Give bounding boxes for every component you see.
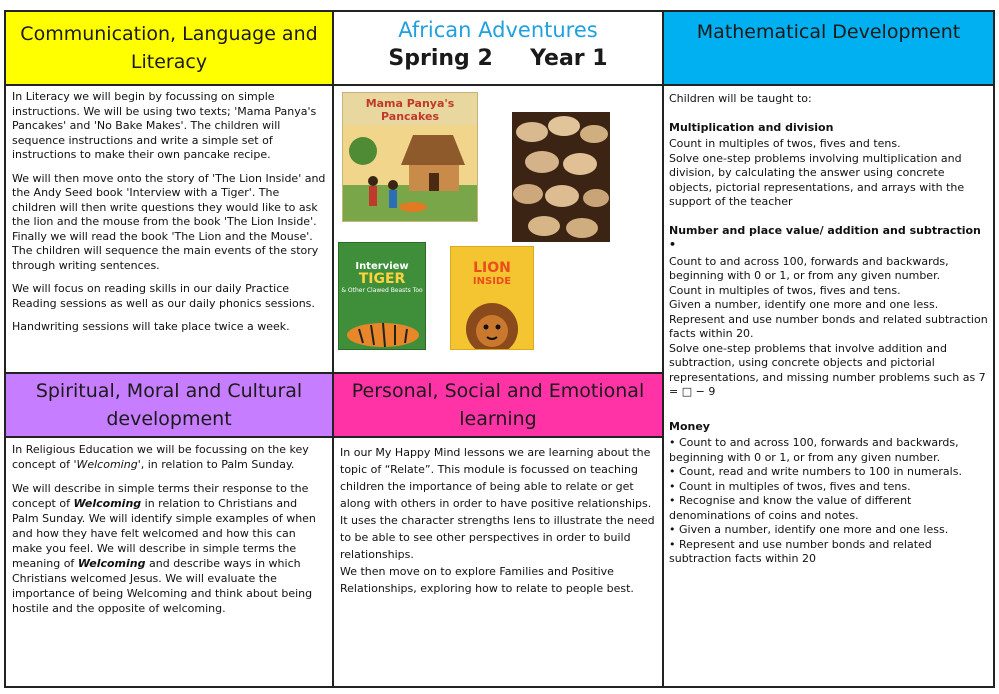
tiger-illustration — [339, 309, 425, 349]
maths-line: Count in multiples of twos, fives and tens. — [669, 137, 901, 150]
cll-paragraph: We will then move onto the story of 'The Lion Inside' and the Andy Seed book 'Interview with a Tiger'. The children will then write questions they would like to ask the lion and the mouse from the book 'The Lion Inside'. Finally we will read the book 'The Lion and the Mouse'. The children will sequence the main events of the story through writing sentences. — [12, 171, 326, 272]
maths-line: Count in multiples of twos, fives and tens. — [669, 283, 901, 297]
cll-title: Communication, Language and Literacy — [20, 23, 318, 73]
lion-inside-book-cover — [450, 246, 534, 350]
cll-body — [4, 84, 334, 374]
cll-paragraph: In Literacy we will begin by focussing on simple instructions. We will be using two texts; 'Mama Panya's Pancakes' and 'No Bake Makes'. The children will sequence instructions and write a simple set of instructions to make their own pancake recipe. — [12, 90, 317, 161]
african-drums-photo — [512, 112, 610, 242]
maths-section-heading: Multiplication and division — [669, 120, 834, 134]
smc-emphasis: Welcoming — [77, 557, 146, 570]
lion-book-title-line2: INSIDE — [472, 276, 512, 287]
term-label: Spring 2 — [388, 46, 493, 71]
maths-line: • Count in multiples of twos, fives and tens. — [669, 479, 911, 493]
topic-term — [334, 46, 662, 71]
maths-section-heading: Number and place value/ addition and subtraction • — [669, 223, 981, 251]
smc-text: ', in relation to Palm Sunday. — [137, 458, 295, 471]
smc-text: In Religious Education we will be focussing on the key concept of ' — [12, 443, 309, 471]
maths-line: Represent and use number bonds and related subtraction facts within 20. — [669, 312, 988, 340]
maths-line: • Represent and use number bonds and related subtraction facts within 20 — [669, 537, 932, 565]
pse-paragraph-2: We then move on to explore Families and Positive Relationships, exploring how to relate to people best. — [340, 565, 634, 595]
smc-emphasis: Welcoming — [76, 458, 138, 471]
smc-paragraph-1 — [12, 442, 326, 472]
maths-title: Mathematical Development — [696, 21, 961, 43]
village-scene-illustration — [343, 125, 477, 221]
tiger-book-title-line1: Interview — [355, 261, 409, 272]
drums-illustration — [512, 112, 610, 242]
topic-header — [332, 10, 664, 86]
interview-tiger-book-cover — [338, 242, 426, 350]
cll-paragraph: Handwriting sessions will take place twice a week. — [12, 320, 290, 333]
smc-emphasis: Welcoming — [73, 497, 142, 510]
smc-text: We will describe in simple terms their response to the concept of — [12, 482, 309, 510]
smc-header — [4, 372, 334, 438]
maths-line: Solve one-step problems involving multiplication and division, by calculating the answer using concrete objects, pictorial representations, and arrays with the support of the teacher — [669, 151, 965, 208]
pse-header — [332, 372, 664, 438]
year-label: Year 1 — [530, 46, 608, 71]
maths-section-heading: Money — [669, 419, 710, 433]
smc-title: Spiritual, Moral and Cultural development — [35, 380, 303, 430]
lion-face-illustration — [451, 293, 533, 349]
smc-text: in relation to Christians and Palm Sunday. We will identify simple examples of when and how they have felt welcomed and how this can make you feel. We will describe in simple terms the meaning of — [12, 497, 316, 570]
mama-panya-book-cover — [342, 92, 478, 222]
mama-book-title: Mama Panya's Pancakes — [365, 97, 455, 123]
maths-line: • Count to and across 100, forwards and backwards, beginning with 0 or 1, or from any given number. — [669, 436, 959, 464]
smc-body — [4, 436, 334, 688]
maths-intro: Children will be taught to: — [669, 92, 812, 105]
maths-line: Solve one-step problems that involve addition and subtraction, using concrete objects and pictorial representations, and missing number problems such as 7 = □ − 9 — [669, 341, 986, 398]
pse-body — [332, 436, 664, 688]
maths-line: Count to and across 100, forwards and backwards, beginning with 0 or 1, or from any given number. — [669, 254, 949, 282]
maths-header — [662, 10, 995, 86]
maths-line: • Recognise and know the value of different denominations of coins and notes. — [669, 494, 912, 522]
lion-book-title-line1: LION — [473, 260, 511, 276]
maths-body — [662, 84, 995, 688]
topic-name: African Adventures — [398, 18, 598, 42]
maths-line: Given a number, identify one more and one less. — [669, 298, 939, 311]
smc-text: and describe ways in which Christians welcomed Jesus. We will evaluate the importance of being Welcoming and think about being hostile and the opposite of welcoming. — [12, 557, 313, 615]
images-panel — [332, 84, 664, 374]
cll-paragraph: We will focus on reading skills in our daily Practice Reading sessions as well as our daily phonics sessions. — [12, 282, 315, 310]
maths-line: • Given a number, identify one more and one less. — [669, 523, 949, 536]
tiger-book-title-line2: TIGER — [358, 271, 406, 287]
pse-paragraph-1: In our My Happy Mind lessons we are learning about the topic of “Relate”. This module is focussed on teaching children the importance of being able to relate or get along with others in order to have positive relationships. It uses the character strengths lens to illustrate the need to be able to see other perspectives in order to build relationships. — [340, 446, 655, 561]
maths-line: • Count, read and write numbers to 100 in numerals. — [669, 465, 962, 478]
cll-header — [4, 10, 334, 86]
pse-title: Personal, Social and Emotional learning — [351, 380, 645, 430]
tiger-book-subtitle: & Other Clawed Beasts Too — [341, 287, 423, 294]
smc-paragraph-2 — [12, 481, 326, 616]
